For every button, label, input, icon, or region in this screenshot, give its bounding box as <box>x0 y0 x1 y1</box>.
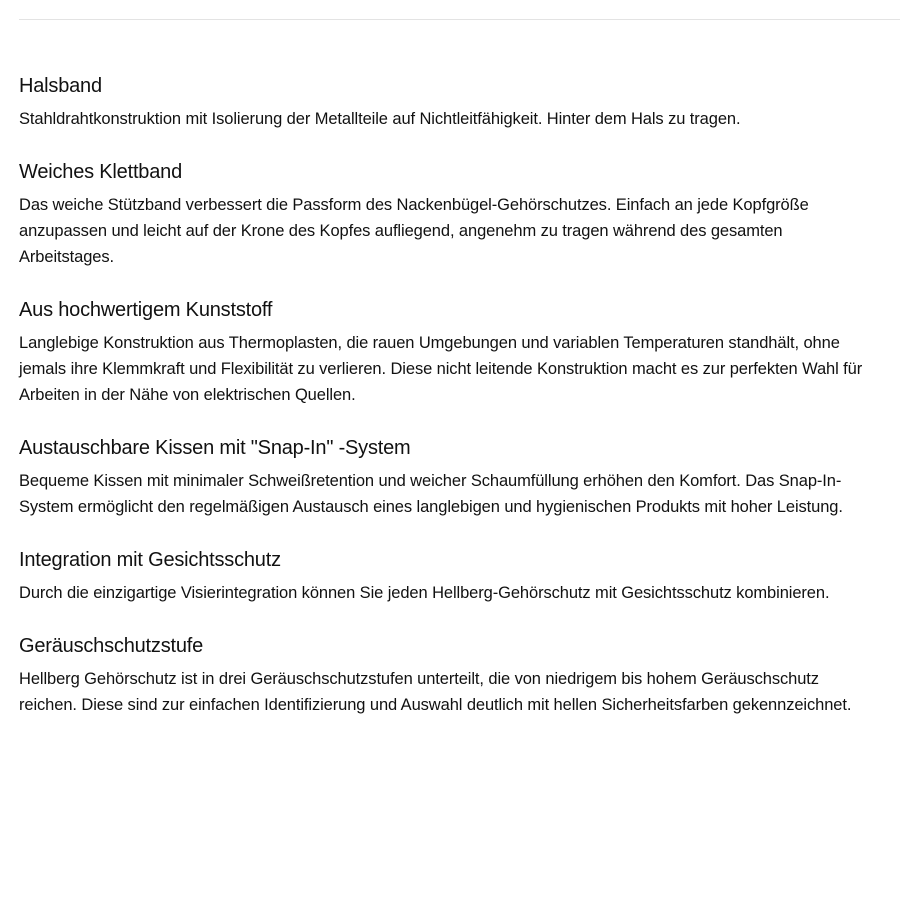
feature-austauschbare-kissen <box>19 434 879 520</box>
feature-description: Stahldrahtkonstruktion mit Isolierung der Metallteile auf Nichtleitfähigkeit. Hinter dem Hals zu tragen. <box>19 110 741 128</box>
feature-title: Integration mit Gesichtsschutz <box>19 549 281 571</box>
feature-description: Hellberg Gehörschutz ist in drei Geräuschschutzstufen unterteilt, die von niedrigem bis hohem Geräuschschutz reichen. Diese sind zur einfachen Identifizierung und Auswahl deutlich mit hellen Sicherheitsfarben gekennzeichnet. <box>19 670 852 714</box>
feature-title: Halsband <box>19 75 102 97</box>
feature-description: Langlebige Konstruktion aus Thermoplasten, die rauen Umgebungen und variablen Temperaturen standhält, ohne jemals ihre Klemmkraft und Flexibilität zu verlieren. Diese nicht leitende Konstruktion macht es zur perfekten Wahl für Arbeiten in der Nähe von elektrischen Quellen. <box>19 334 863 404</box>
feature-gesichtsschutz <box>19 546 879 606</box>
feature-description: Das weiche Stützband verbessert die Passform des Nackenbügel-Gehörschutzes. Einfach an jede Kopfgröße anzupassen und leicht auf der Krone des Kopfes aufliegend, angenehm zu tragen während des gesamten Arbeitstages. <box>19 196 809 266</box>
feature-title: Austauschbare Kissen mit "Snap-In" -System <box>19 437 411 459</box>
feature-title: Aus hochwertigem Kunststoff <box>19 299 273 321</box>
top-divider <box>19 19 900 20</box>
feature-description: Bequeme Kissen mit minimaler Schweißretention und weicher Schaumfüllung erhöhen den Komfort. Das Snap-In-System ermöglicht den regelmäßigen Austausch eines langlebigen und hygienischen Produkts mit hoher Leistung. <box>19 472 843 516</box>
feature-weiches-klettband <box>19 158 879 270</box>
feature-title: Geräuschschutzstufe <box>19 635 204 657</box>
feature-list <box>19 72 879 744</box>
feature-halsband <box>19 72 879 132</box>
feature-kunststoff <box>19 296 879 408</box>
feature-title: Weiches Klettband <box>19 161 182 183</box>
feature-description: Durch die einzigartige Visierintegration können Sie jeden Hellberg-Gehörschutz mit Gesichtsschutz kombinieren. <box>19 584 830 602</box>
feature-geraeuschschutzstufe <box>19 632 879 718</box>
